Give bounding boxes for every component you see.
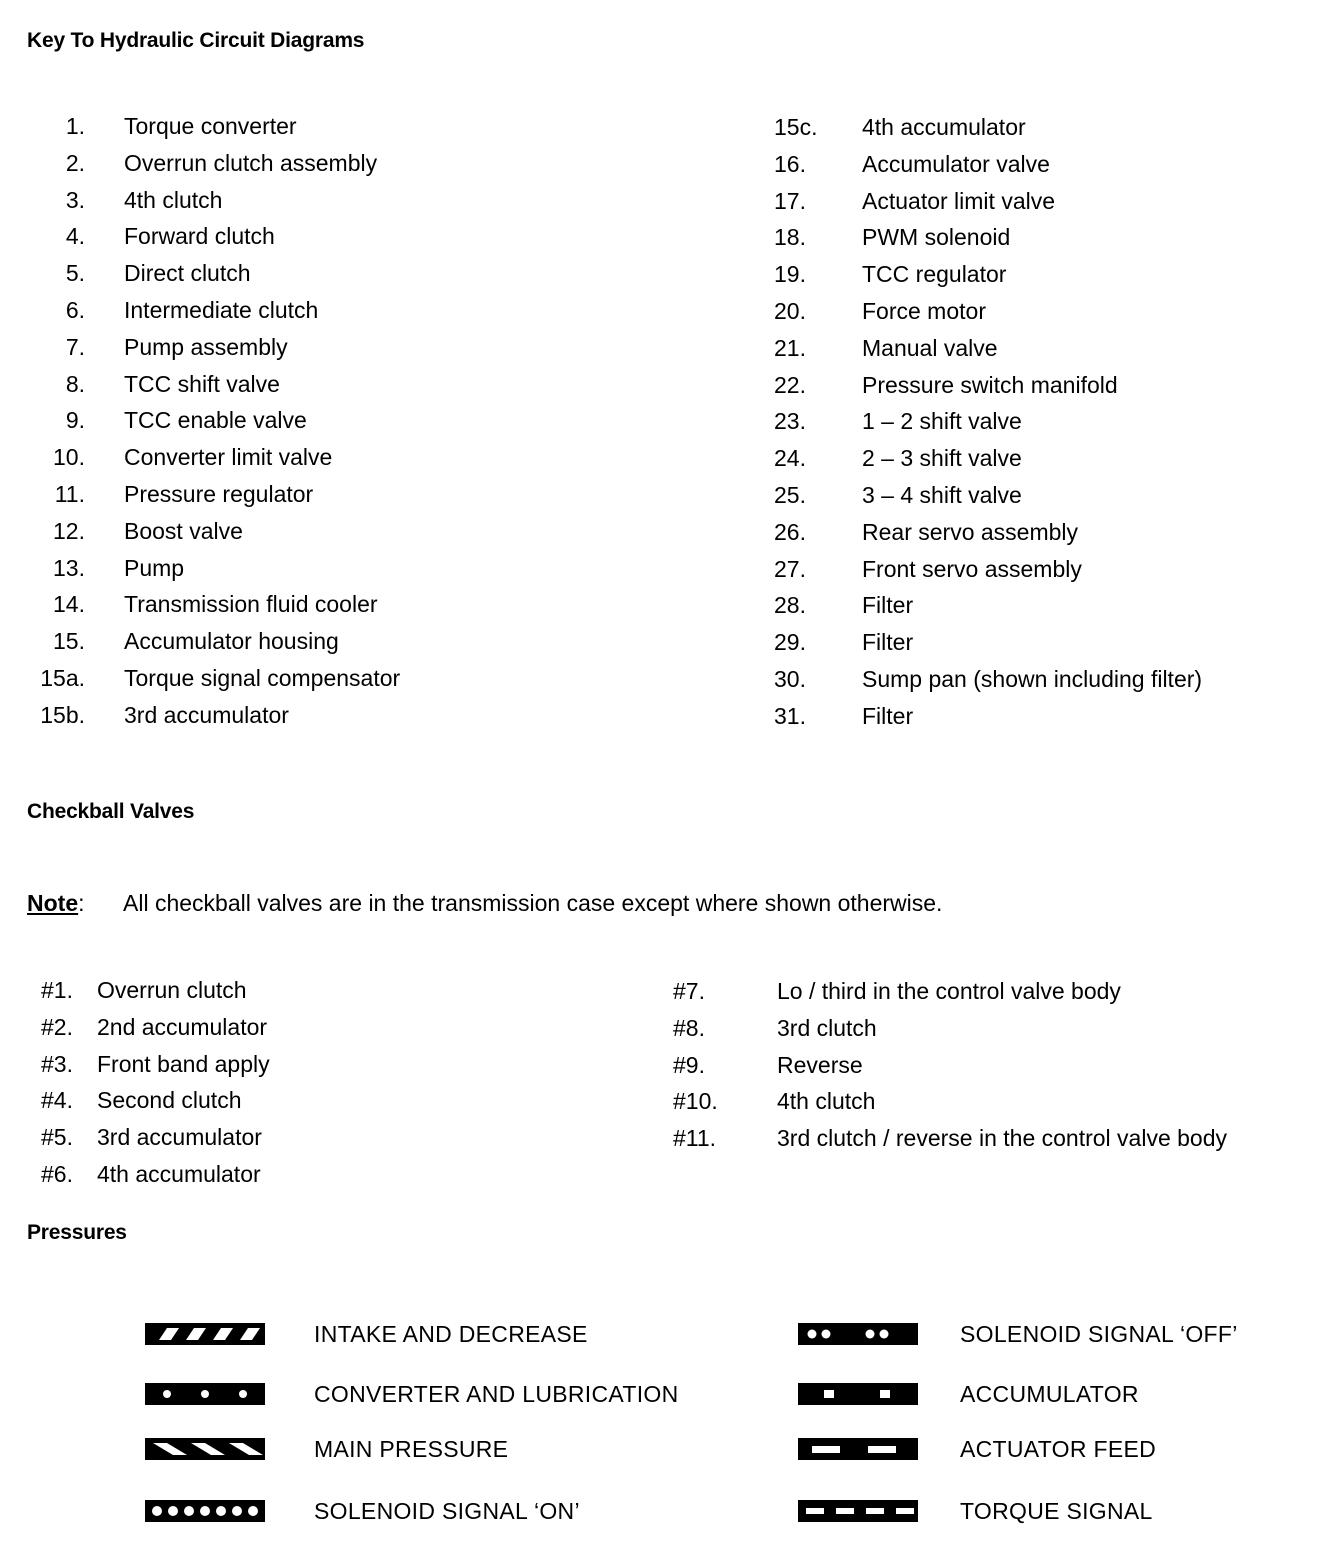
checkball-item-label: Lo / third in the control valve body: [777, 978, 1121, 1004]
pressure-label: SOLENOID SIGNAL ‘ON’: [314, 1498, 580, 1524]
key-item-number: 15b.: [40, 701, 85, 728]
key-item-label: Actuator limit valve: [862, 187, 1056, 214]
checkball-item-number: #3.: [41, 1050, 73, 1077]
pressures-heading: Pressures: [27, 1221, 127, 1244]
checkball-item-label: 4th accumulator: [97, 1161, 261, 1187]
key-item-label: Overrun clutch assembly: [124, 149, 378, 176]
key-item-label: Filter: [862, 592, 914, 619]
key-item-label: Accumulator housing: [124, 628, 339, 655]
key-item-label: 2 – 3 shift valve: [862, 445, 1022, 472]
key-item-number: 21.: [774, 334, 806, 361]
pressure-symbol-two-dashes: [798, 1438, 918, 1460]
key-item-label: Converter limit valve: [124, 444, 333, 471]
key-item-number: 20.: [774, 298, 806, 324]
checkball-item-number: #1.: [41, 977, 73, 1003]
key-item-label: Pressure switch manifold: [862, 371, 1118, 398]
key-item-label: Transmission fluid cooler: [124, 591, 378, 618]
checkball-item-number: #4.: [41, 1087, 73, 1114]
key-item-number: 15c.: [774, 114, 818, 140]
checkball-heading: Checkball Valves: [27, 800, 195, 823]
note-text: All checkball valves are in the transmission case except where shown otherwise.: [123, 890, 943, 916]
pressure-symbol-pair-dots: [798, 1323, 918, 1345]
note-label: Note: [27, 890, 79, 916]
note: [27, 889, 943, 917]
key-item-number: 31.: [774, 702, 806, 729]
key-item-number: 30.: [774, 666, 806, 692]
key-item-number: 29.: [774, 629, 806, 656]
key-item-label: Force motor: [862, 298, 986, 324]
pressure-label: ACCUMULATOR: [960, 1381, 1139, 1407]
checkball-item-label: Reverse: [777, 1051, 863, 1078]
key-item-number: 12.: [53, 517, 85, 544]
key-item-number: 2.: [65, 149, 85, 176]
key-item-number: 25.: [774, 482, 806, 508]
key-item-label: 3 – 4 shift valve: [862, 482, 1022, 508]
key-item-label: TCC regulator: [862, 261, 1007, 288]
key-item-label: Direct clutch: [124, 260, 251, 287]
key-item-number: 23.: [774, 408, 806, 435]
key-item-number: 11.: [54, 481, 85, 507]
key-item-number: 28.: [774, 592, 806, 619]
key-item-label: PWM solenoid: [862, 224, 1011, 251]
key-item-label: Pump assembly: [124, 333, 288, 360]
pressure-symbol-hatch-back: [145, 1438, 265, 1460]
key-item-number: 14.: [53, 591, 85, 618]
pressure-label: ACTUATOR FEED: [960, 1436, 1157, 1462]
checkball-item-label: Front band apply: [97, 1050, 270, 1077]
key-item-number: 1.: [65, 113, 85, 139]
key-item-number: 26.: [774, 518, 806, 545]
key-item-label: TCC shift valve: [124, 370, 280, 397]
key-item-number: 8.: [65, 370, 85, 397]
pressure-label: MAIN PRESSURE: [314, 1436, 509, 1462]
note-colon: :: [78, 890, 85, 916]
key-item-number: 9.: [65, 407, 85, 434]
pressure-label: TORQUE SIGNAL: [960, 1498, 1153, 1524]
key-item-number: 27.: [774, 555, 806, 582]
key-item-label: Pump: [124, 554, 185, 581]
checkball-item-label: Overrun clutch: [97, 977, 247, 1003]
pressure-label: CONVERTER AND LUBRICATION: [314, 1381, 679, 1407]
pressure-symbol-hatch-forward: [145, 1323, 265, 1345]
key-item-number: 5.: [65, 260, 85, 287]
key-item-label: 4th accumulator: [862, 114, 1026, 140]
key-item-label: 3rd accumulator: [124, 701, 289, 728]
checkball-item-number: #10.: [673, 1088, 718, 1115]
key-item-label: Accumulator valve: [862, 150, 1050, 177]
key-item-label: Intermediate clutch: [124, 297, 319, 323]
checkball-item-label: 3rd clutch: [777, 1014, 877, 1041]
key-item-number: 7.: [65, 333, 85, 360]
key-item-number: 18.: [774, 224, 806, 251]
checkball-item-label: 2nd accumulator: [97, 1013, 268, 1040]
key-item-label: Forward clutch: [124, 223, 275, 250]
checkball-item-label: 3rd accumulator: [97, 1124, 262, 1151]
key-item-number: 13.: [53, 554, 85, 581]
pressure-label: INTAKE AND DECREASE: [314, 1321, 588, 1347]
key-item-label: Filter: [862, 629, 914, 656]
key-item-number: 15.: [53, 628, 85, 655]
key-item-label: TCC enable valve: [124, 407, 307, 434]
checkball-item-label: Second clutch: [97, 1087, 242, 1114]
checkball-item-number: #6.: [41, 1161, 73, 1187]
key-item-label: Front servo assembly: [862, 555, 1082, 582]
key-item-label: 1 – 2 shift valve: [862, 408, 1022, 435]
key-heading: Key To Hydraulic Circuit Diagrams: [27, 29, 365, 52]
key-item-label: Torque signal compensator: [124, 665, 401, 691]
checkball-item-number: #7.: [673, 978, 705, 1004]
key-item-number: 24.: [774, 445, 806, 472]
key-item-number: 16.: [774, 150, 806, 177]
key-item-number: 6.: [65, 297, 85, 323]
key-item-number: 10.: [53, 444, 85, 471]
key-item-label: Sump pan (shown including filter): [862, 666, 1203, 692]
key-item-label: Filter: [862, 702, 914, 729]
pressure-label: SOLENOID SIGNAL ‘OFF’: [960, 1321, 1238, 1347]
pressure-symbol-chain-dots: [145, 1500, 265, 1522]
pressure-symbol-dash-line: [798, 1500, 918, 1522]
key-item-number: 19.: [774, 261, 806, 288]
key-item-label: Pressure regulator: [124, 481, 314, 507]
key-item-number: 22.: [774, 371, 806, 398]
key-item-number: 3.: [65, 186, 85, 213]
key-item-label: Torque converter: [124, 113, 297, 139]
key-item-label: 4th clutch: [124, 186, 223, 213]
key-item-number: 15a.: [40, 665, 85, 691]
key-item-label: Boost valve: [124, 517, 243, 544]
checkball-item-label: 3rd clutch / reverse in the control valve body: [777, 1125, 1228, 1152]
checkball-item-label: 4th clutch: [777, 1088, 876, 1115]
checkball-item-number: #9.: [673, 1051, 705, 1078]
pressure-symbol-two-squares: [798, 1383, 918, 1405]
checkball-item-number: #2.: [41, 1013, 73, 1040]
key-item-label: Manual valve: [862, 334, 998, 361]
key-item-number: 4.: [65, 223, 85, 250]
checkball-item-number: #11.: [673, 1125, 717, 1152]
key-item-label: Rear servo assembly: [862, 518, 1079, 545]
pressure-symbol-three-dots: [145, 1383, 265, 1405]
checkball-item-number: #8.: [673, 1014, 705, 1041]
checkball-item-number: #5.: [41, 1124, 73, 1151]
key-item-number: 17.: [774, 187, 806, 214]
